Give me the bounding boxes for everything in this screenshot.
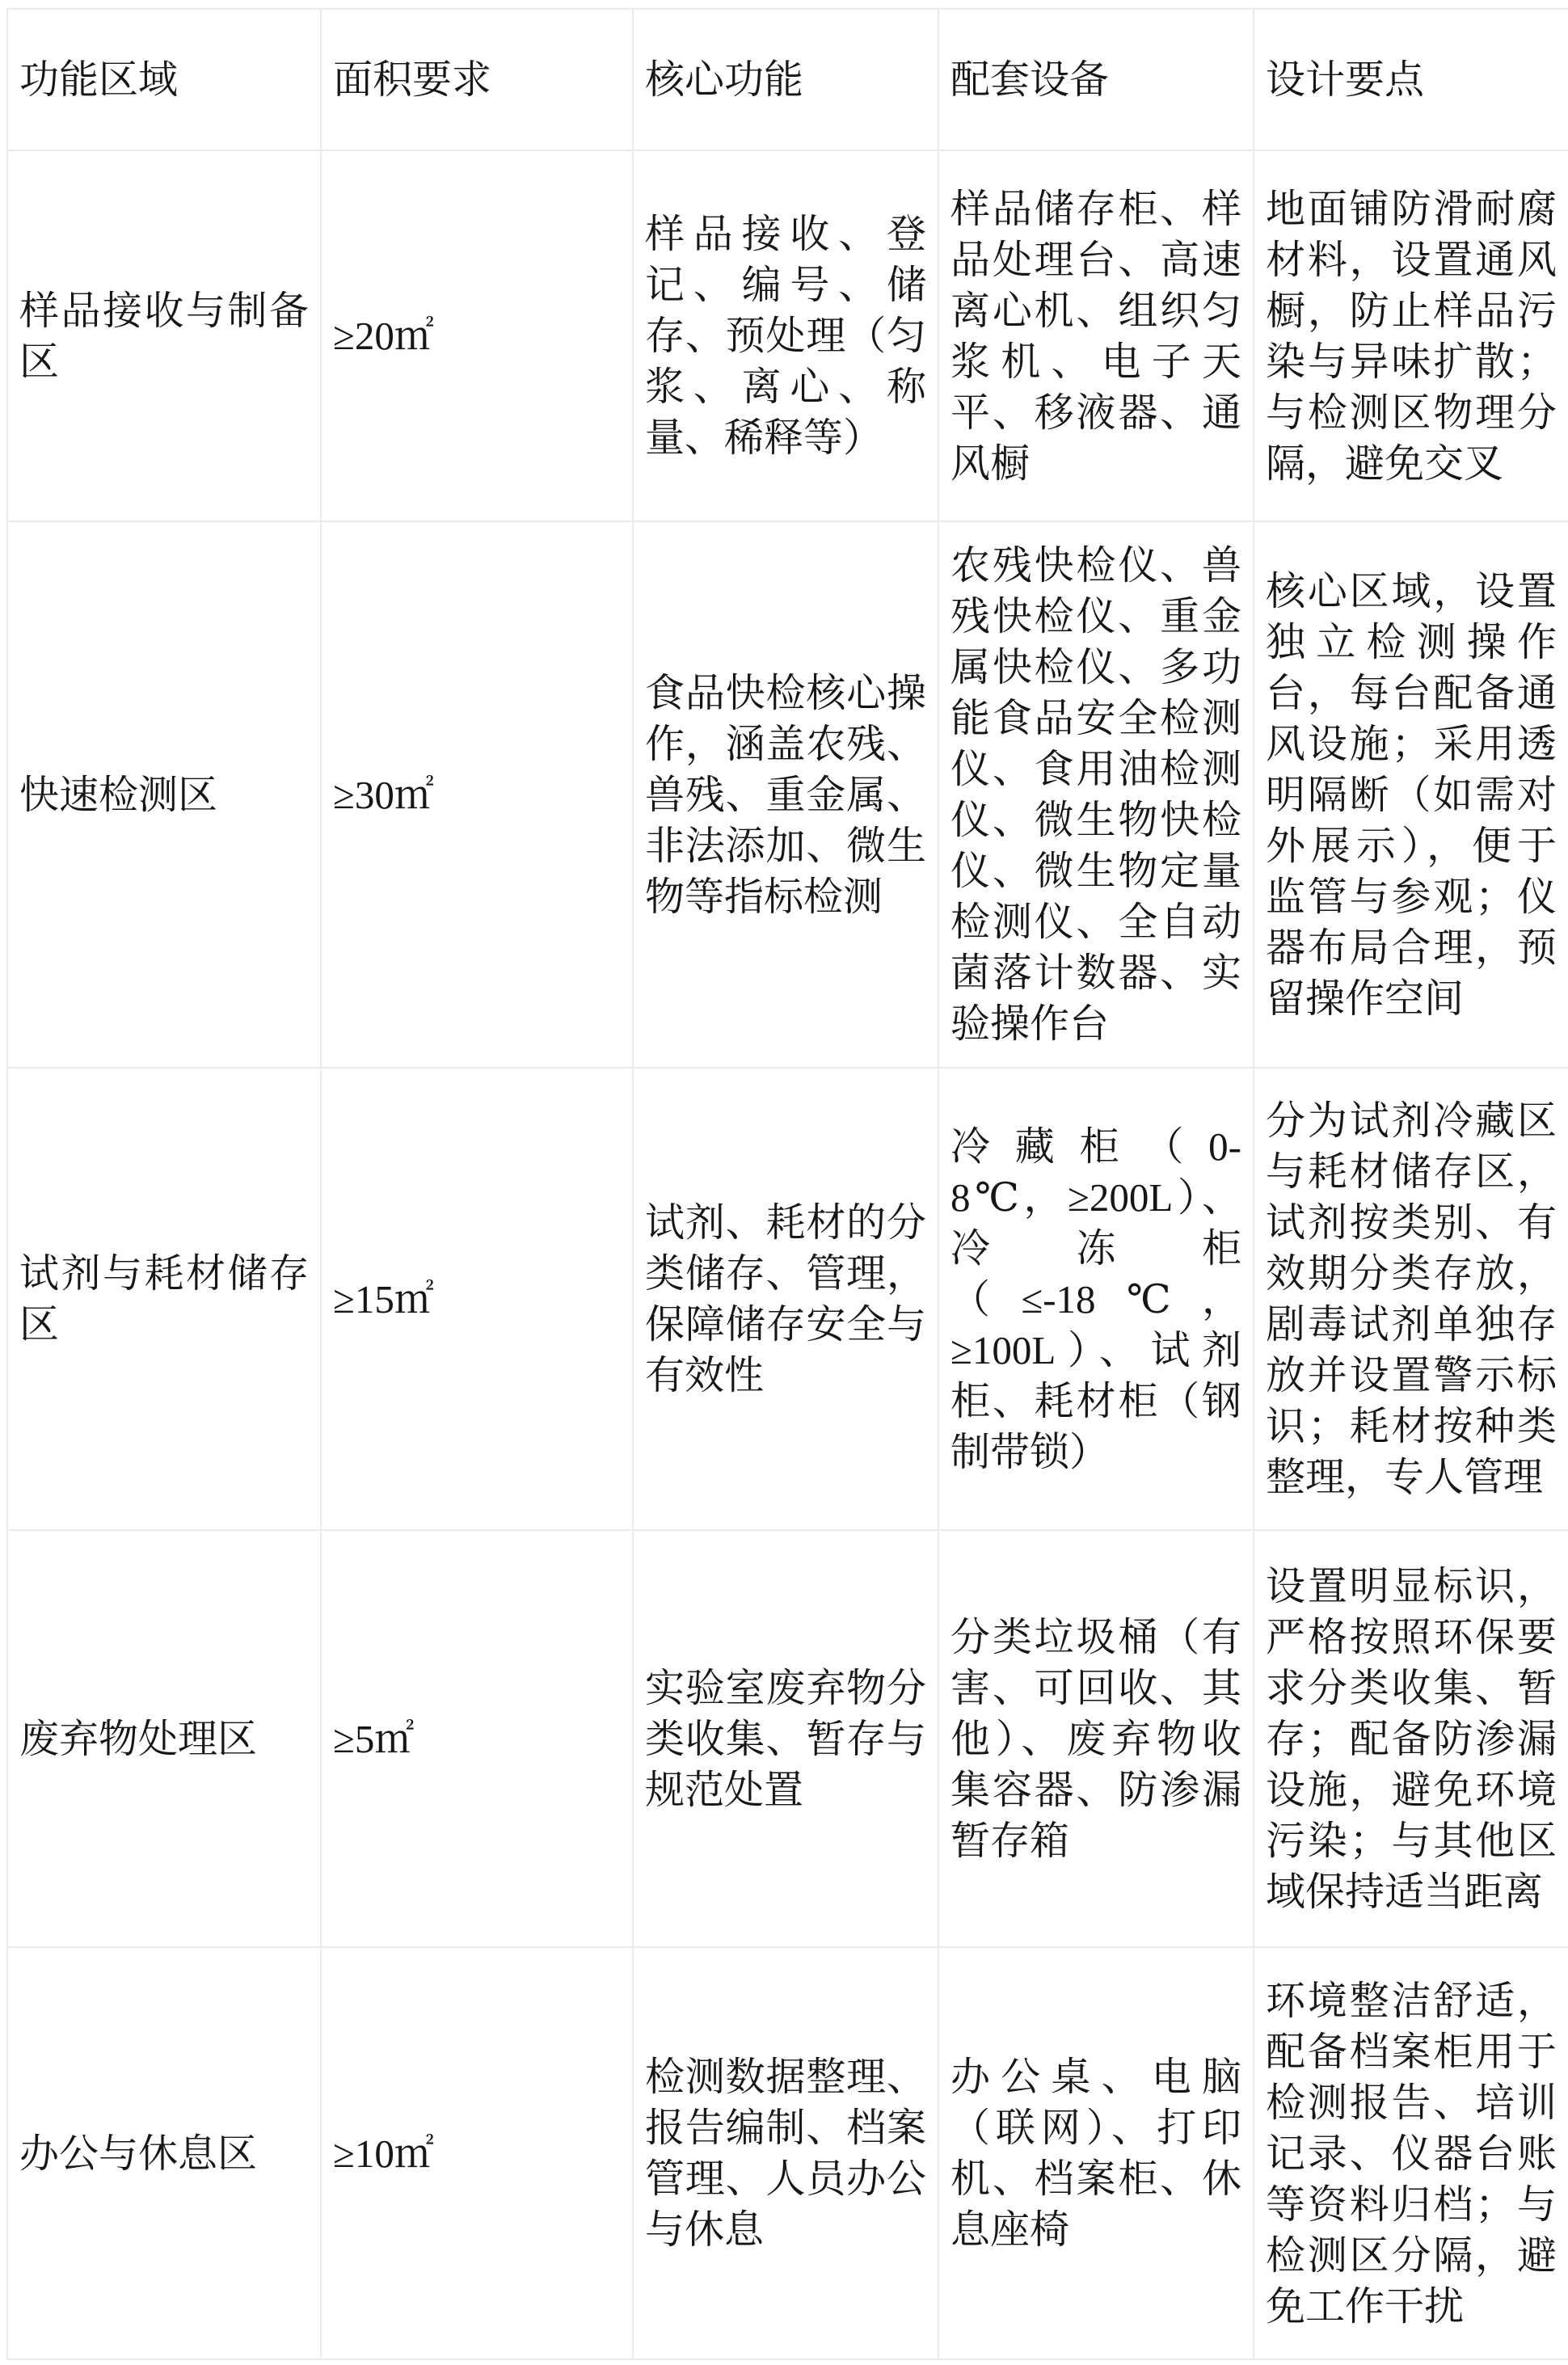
table-row	[7, 521, 1568, 1068]
cell-design-points: 核心区域，设置独立检测操作台，每台配备通风设施；采用透明隔断（如需对外展示），便于监管与参观；仪器布局合理，预留操作空间	[1254, 521, 1568, 1068]
cell-core-function: 试剂、耗材的分类储存、管理，保障储存安全与有效性	[633, 1068, 938, 1530]
cell-area: 办公与休息区	[7, 1947, 321, 2359]
header-cell-area: 功能区域	[7, 9, 321, 150]
cell-area: 试剂与耗材储存区	[7, 1068, 321, 1530]
cell-equipment: 冷藏柜（0-8℃，≥200L）、冷冻柜（≤-18℃，≥100L）、试剂柜、耗材柜（钢制带锁）	[938, 1068, 1254, 1530]
cell-equipment: 分类垃圾桶（有害、可回收、其他）、废弃物收集容器、防渗漏暂存箱	[938, 1530, 1254, 1947]
cell-equipment: 农残快检仪、兽残快检仪、重金属快检仪、多功能食品安全检测仪、食用油检测仪、微生物快检仪、微生物定量检测仪、全自动菌落计数器、实验操作台	[938, 521, 1254, 1068]
cell-design-points: 环境整洁舒适，配备档案柜用于检测报告、培训记录、仪器台账等资料归档；与检测区分隔，避免工作干扰	[1254, 1947, 1568, 2359]
cell-size: ≥20㎡	[321, 150, 633, 521]
header-cell-core-function: 核心功能	[633, 9, 938, 150]
table-row	[7, 1530, 1568, 1947]
cell-design-points: 设置明显标识，严格按照环保要求分类收集、暂存；配备防渗漏设施，避免环境污染；与其他区域保持适当距离	[1254, 1530, 1568, 1947]
table-row	[7, 1068, 1568, 1530]
header-cell-equipment: 配套设备	[938, 9, 1254, 150]
cell-core-function: 样品接收、登记、编号、储存、预处理（匀浆、离心、称量、稀释等）	[633, 150, 938, 521]
cell-area: 快速检测区	[7, 521, 321, 1068]
cell-core-function: 检测数据整理、报告编制、档案管理、人员办公与休息	[633, 1947, 938, 2359]
table-row	[7, 1947, 1568, 2359]
cell-size: ≥30㎡	[321, 521, 633, 1068]
header-cell-size: 面积要求	[321, 9, 633, 150]
cell-area: 样品接收与制备区	[7, 150, 321, 521]
header-cell-design-points: 设计要点	[1254, 9, 1568, 150]
table-header-row	[7, 9, 1568, 150]
cell-size: ≥5㎡	[321, 1530, 633, 1947]
table-row	[7, 150, 1568, 521]
cell-size: ≥10㎡	[321, 1947, 633, 2359]
cell-equipment: 办公桌、电脑（联网）、打印机、档案柜、休息座椅	[938, 1947, 1254, 2359]
cell-core-function: 实验室废弃物分类收集、暂存与规范处置	[633, 1530, 938, 1947]
cell-equipment: 样品储存柜、样品处理台、高速离心机、组织匀浆机、电子天平、移液器、通风橱	[938, 150, 1254, 521]
cell-core-function: 食品快检核心操作，涵盖农残、兽残、重金属、非法添加、微生物等指标检测	[633, 521, 938, 1068]
cell-design-points: 地面铺防滑耐腐材料，设置通风橱，防止样品污染与异味扩散；与检测区物理分隔，避免交叉	[1254, 150, 1568, 521]
cell-area: 废弃物处理区	[7, 1530, 321, 1947]
cell-design-points: 分为试剂冷藏区与耗材储存区，试剂按类别、有效期分类存放，剧毒试剂单独存放并设置警示标识；耗材按种类整理，专人管理	[1254, 1068, 1568, 1530]
lab-zones-table	[6, 8, 1568, 2360]
cell-size: ≥15㎡	[321, 1068, 633, 1530]
